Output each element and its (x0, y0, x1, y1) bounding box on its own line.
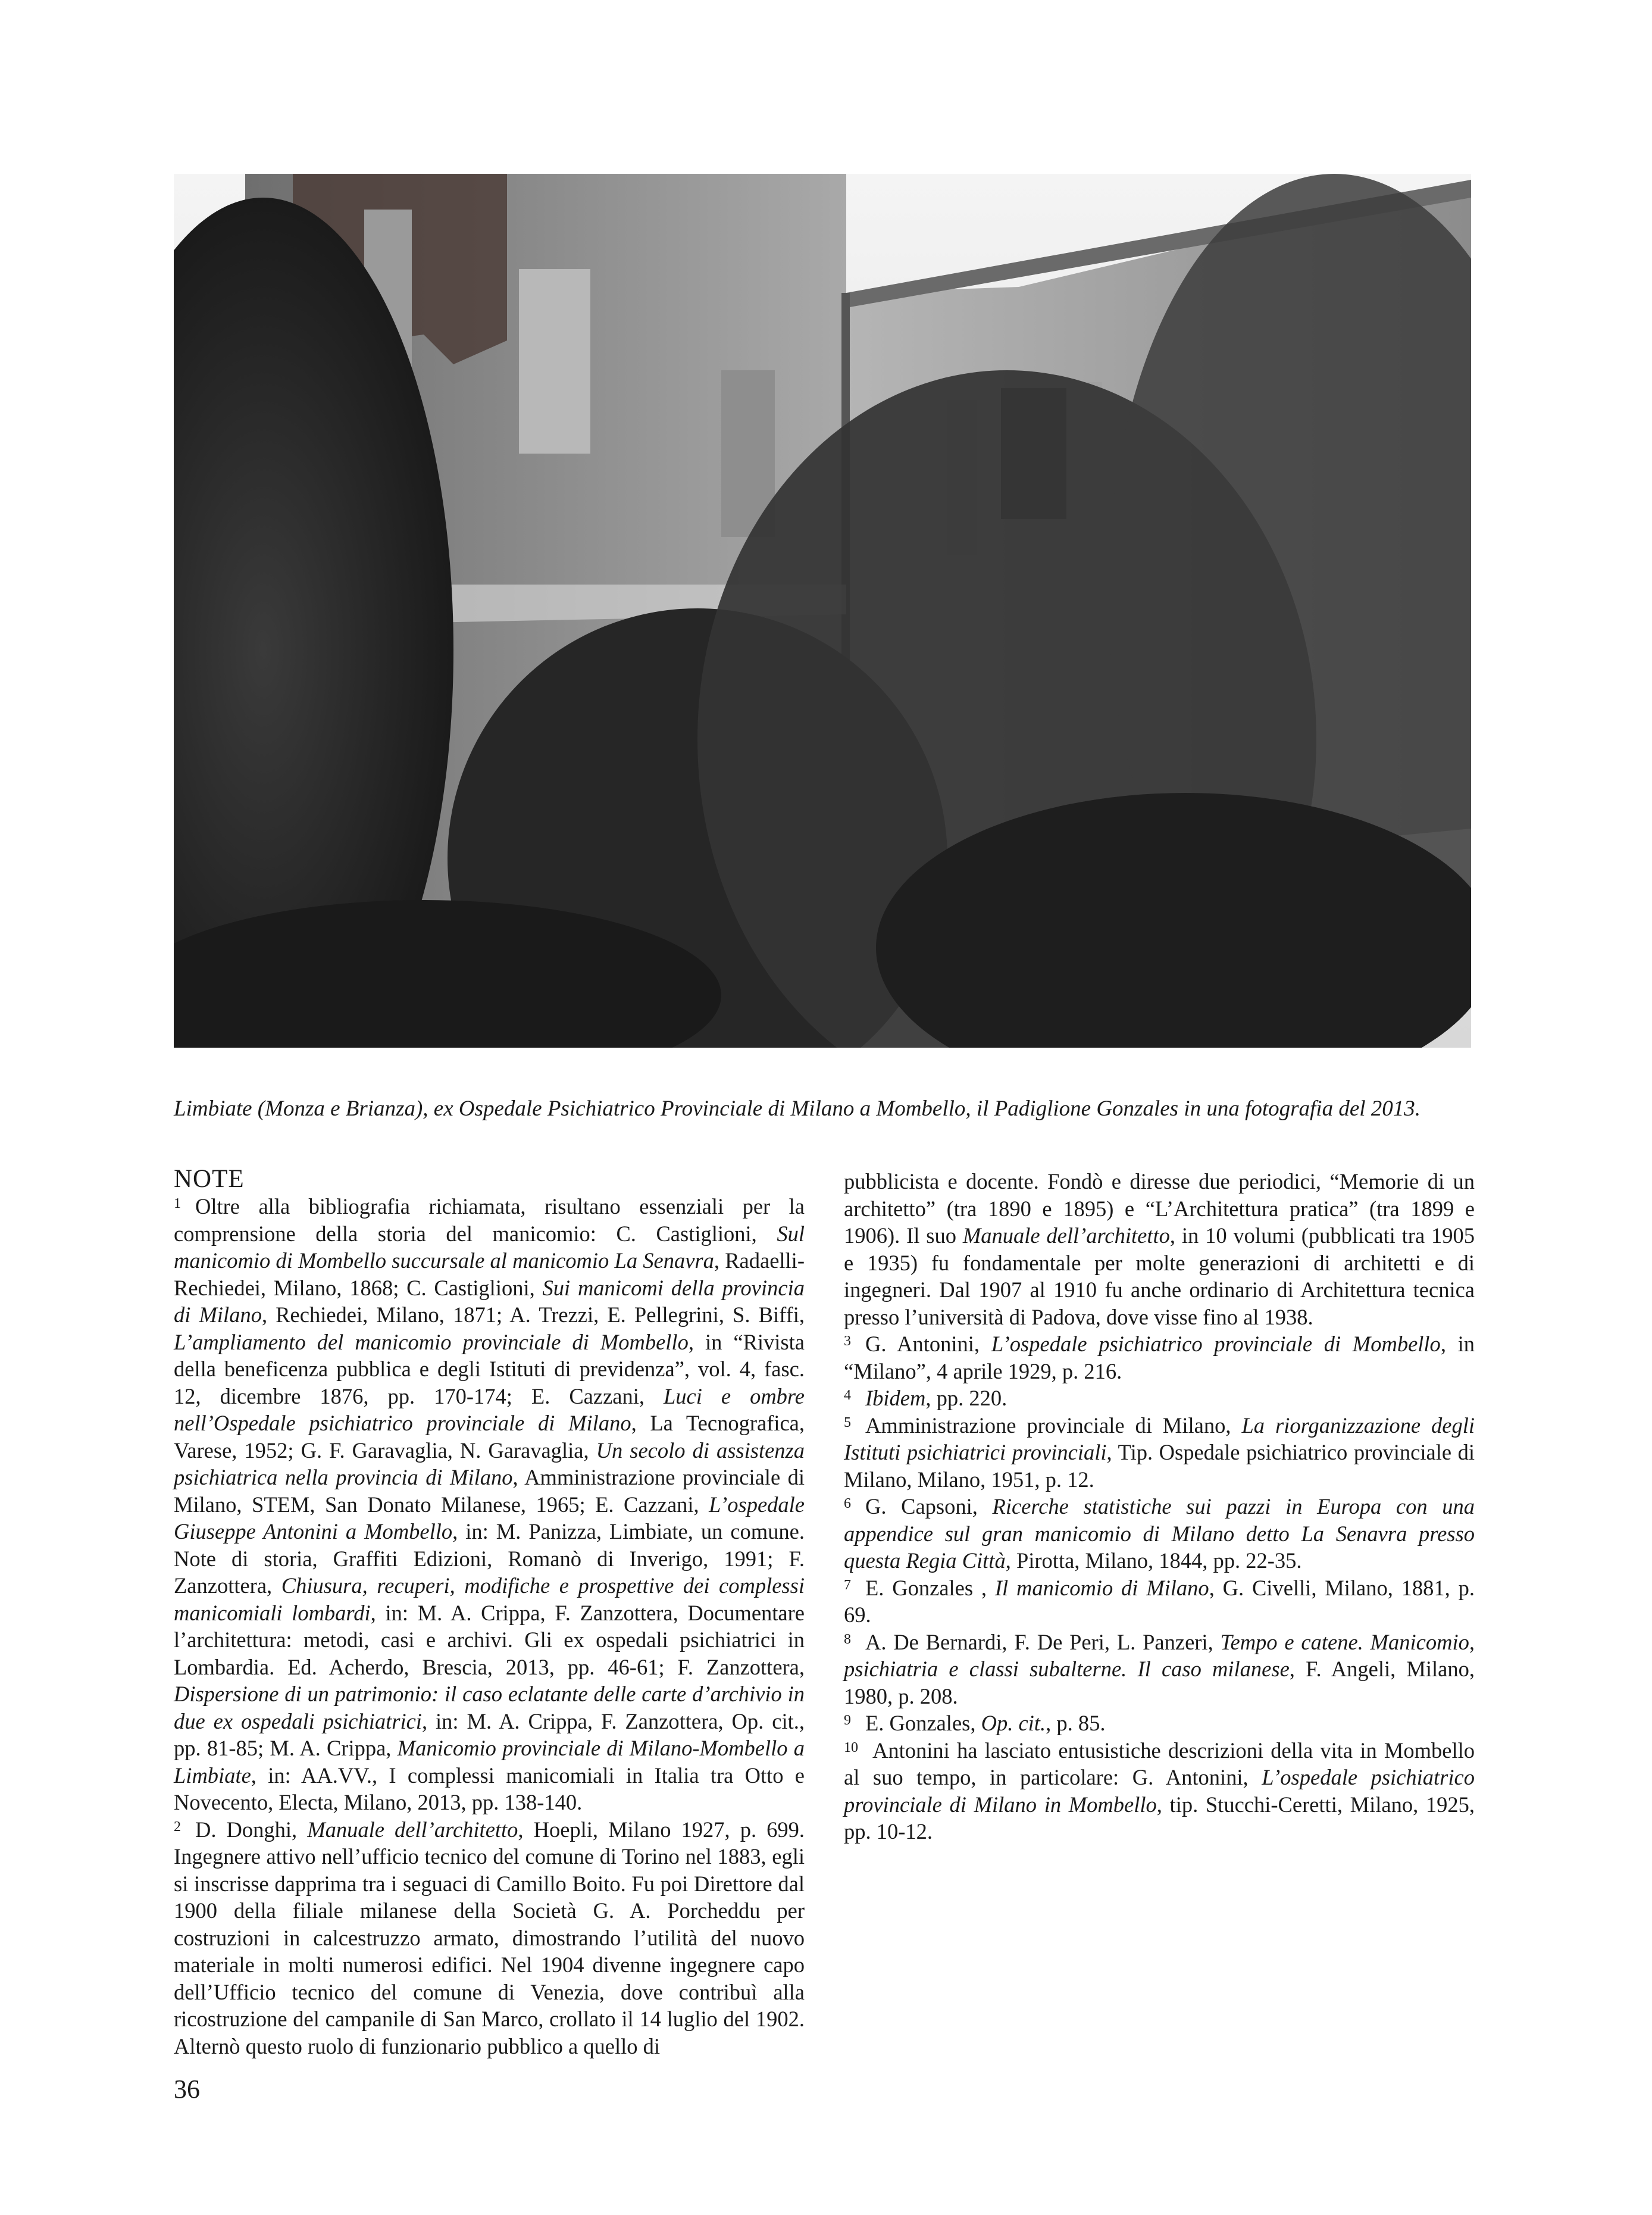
notes-heading: NOTE (174, 1165, 245, 1193)
footnote-1 (174, 1193, 805, 1816)
note-text: , La Tecnografica, Varese, 1952; G. F. Garavaglia, N. Garavaglia, (174, 1411, 805, 1463)
note-text: , tip. Stucchi-Ceretti, Milano, 1925, pp. 10-12. (844, 1792, 1475, 1844)
notes-column-right (844, 1168, 1475, 1845)
note-title-italic: Sui manicomi della provincia di Milano (174, 1275, 805, 1327)
note-text: , Pirotta, Milano, 1844, pp. 22-35. (1005, 1548, 1302, 1573)
note-title-italic: Manuale dell’architetto (962, 1223, 1170, 1248)
note-text: , F. Angeli, Milano, 1980, p. 208. (844, 1657, 1475, 1708)
note-text: , p. 85. (1046, 1711, 1106, 1735)
note-text: Antonini ha lasciato entusistiche descrizioni della vita in Mombello al suo tempo, in particolare: G. Antonini, (844, 1738, 1475, 1789)
footnote-9 (844, 1710, 1475, 1737)
note-text: A. De Bernardi, F. De Peri, L. Panzeri, (865, 1629, 1221, 1654)
note-text: , in “Rivista della beneficenza pubblica e degli Istituti di previdenza”, vol. 4, fasc. 12, dicembre 1876, pp. 170-174; E. Cazzani, (174, 1329, 805, 1408)
note-title-italic: Sul manicomio di Mombello succursale al manicomio La Senavra (174, 1221, 805, 1273)
note-text: , pp. 220. (925, 1386, 1008, 1410)
footnote-number: 4 (844, 1388, 851, 1403)
footnote-5 (844, 1412, 1475, 1494)
note-text: G. Capsoni, (865, 1494, 993, 1519)
note-title-italic: L’ospedale Giuseppe Antonini a Mombello (174, 1492, 805, 1544)
note-title-italic: Manicomio provinciale di Milano-Mombello a Limbiate (174, 1736, 805, 1788)
page-number: 36 (174, 2075, 200, 2104)
note-text: , Tip. Ospedale psichiatrico provinciale di Milano, Milano, 1951, p. 12. (844, 1440, 1475, 1492)
note-text: D. Donghi, (195, 1817, 308, 1842)
note-text: , in: AA.VV., I complessi manicomiali in Italia tra Otto e Novecento, Electa, Milano, 2013, pp. 138-140. (174, 1763, 805, 1814)
note-title-italic: Ibidem (865, 1386, 926, 1410)
note-text: , in 10 volumi (pubblicati tra 1905 e 1935) fu fondamentale per molte generazioni di architetti e di ingegneri. Dal 1907 al 1910 fu anche ordinario di Architettura tecnica presso l’università di Padova, dove visse fino al 1938. (844, 1223, 1475, 1329)
note-text: Oltre alla bibliografia richiamata, risultano essenziali per la comprensione della storia del manicomio: C. Castiglioni, (174, 1194, 805, 1246)
note-title-italic: L’ospedale psichiatrico provinciale di Mombello (991, 1332, 1441, 1356)
footnote-number: 8 (844, 1631, 851, 1647)
note-text: , Radaelli-Rechiedei, Milano, 1868; C. Castiglioni, (174, 1248, 805, 1300)
note-text: , G. Civelli, Milano, 1881, p. 69. (844, 1575, 1475, 1627)
note-text: , in “Milano”, 4 aprile 1929, p. 216. (844, 1332, 1475, 1383)
footnote-number: 6 (844, 1496, 851, 1511)
building-photo (174, 174, 1471, 1048)
footnote-8 (844, 1629, 1475, 1710)
note-text: E. Gonzales, (865, 1711, 981, 1735)
note-text: , in: M. A. Crippa, F. Zanzottera, Op. cit., pp. 81-85; M. A. Crippa, (174, 1708, 805, 1760)
note-text: G. Antonini, (865, 1332, 991, 1356)
footnote-6 (844, 1493, 1475, 1574)
note-text: pubblicista e docente. Fondò e diresse due periodici, “Memorie di un architetto” (tra 1890 e 1895) e “L’Architettura pratica” (tra 1899 e 1906). Il suo (844, 1169, 1475, 1248)
footnote-number: 9 (844, 1713, 851, 1728)
footnote-7 (844, 1574, 1475, 1629)
note-text: , in: M. Panizza, Limbiate, un comune. Note di storia, Graffiti Edizioni, Romanò di Inverigo, 1991; F. Zanzottera, (174, 1519, 805, 1598)
footnote-3 (844, 1330, 1475, 1385)
note-title-italic: Manuale dell’architetto (307, 1817, 518, 1842)
note-title-italic: Un secolo di assistenza psichiatrica nella provincia di Milano (174, 1438, 805, 1489)
note-title-italic: Il manicomio di Milano (994, 1575, 1209, 1600)
note-title-italic: Chiusura, recuperi, modifiche e prospettive dei complessi manicomiali lombardi (174, 1573, 805, 1625)
note-title-italic: L’ampliamento del manicomio provinciale di Mombello (174, 1329, 689, 1354)
note-text: , Rechiedei, Milano, 1871; A. Trezzi, E. Pellegrini, S. Biffi, (261, 1302, 805, 1327)
photo-caption: Limbiate (Monza e Brianza), ex Ospedale Psichiatrico Provinciale di Milano a Mombello, il Padiglione Gonzales in una fotografia del 2013. (174, 1096, 1421, 1121)
note-text: Amministrazione provinciale di Milano, (865, 1413, 1242, 1438)
note-title-italic: Ricerche statistiche sui pazzi in Europa con una appendice sul gran manicomio di Milano detto La Senavra presso questa Regia Città (844, 1494, 1475, 1573)
note-title-italic: Op. cit. (981, 1711, 1046, 1735)
footnote-number: 10 (844, 1739, 858, 1755)
note-title-italic: Luci e ombre nell’Ospedale psichiatrico provinciale di Milano (174, 1383, 805, 1435)
note-2-continuation (844, 1168, 1475, 1330)
footnote-number: 3 (844, 1333, 851, 1349)
footnote-number: 5 (844, 1414, 851, 1430)
note-text: , in: M. A. Crippa, F. Zanzottera, Documentare l’architettura: metodi, casi e archivi. Gli ex ospedali psichiatrici in Lombardia. Ed. Acherdo, Brescia, 2013, pp. 46-61; F. Zanzottera, (174, 1600, 805, 1679)
footnote-number: 1 (174, 1196, 181, 1211)
footnote-number: 2 (174, 1819, 181, 1835)
note-title-italic: L’ospedale psichiatrico provinciale di Milano in Mombello (844, 1765, 1475, 1817)
footnote-2 (174, 1816, 805, 2060)
note-text: , Hoepli, Milano 1927, p. 699. Ingegnere attivo nell’ufficio tecnico del comune di Torino nel 1883, egli si inscrisse dapprima tra i seguaci di Camillo Boito. Fu poi Direttore dal 1900 della filiale milanese della Società G. A. Porcheddu per costruzioni in calcestruzzo armato, dimostrando l’utilità del nuovo materiale in molti numerosi edifici. Nel 1904 divenne ingegnere capo dell’Ufficio tecnico del comune di Venezia, dove contribuì alla ricostruzione del campanile di San Marco, crollato il 14 luglio del 1902. Alternò questo ruolo di funzionario pubblico a quello di (174, 1817, 805, 2058)
note-text: E. Gonzales , (865, 1575, 995, 1600)
note-text: , Amministrazione provinciale di Milano, STEM, San Donato Milanese, 1965; E. Cazzani, (174, 1465, 805, 1517)
note-title-italic: La riorganizzazione degli Istituti psichiatrici provinciali (844, 1413, 1475, 1464)
footnote-4 (844, 1385, 1475, 1412)
note-title-italic: Dispersione di un patrimonio: il caso eclatante delle carte d’archivio in due ex ospedali psichiatrici (174, 1682, 805, 1733)
footnote-10 (844, 1737, 1475, 1845)
footnote-number: 7 (844, 1577, 851, 1593)
notes-column-left (174, 1166, 805, 2060)
note-title-italic: Tempo e catene. Manicomio, psichiatria e classi subalterne. Il caso milanese (844, 1629, 1475, 1681)
